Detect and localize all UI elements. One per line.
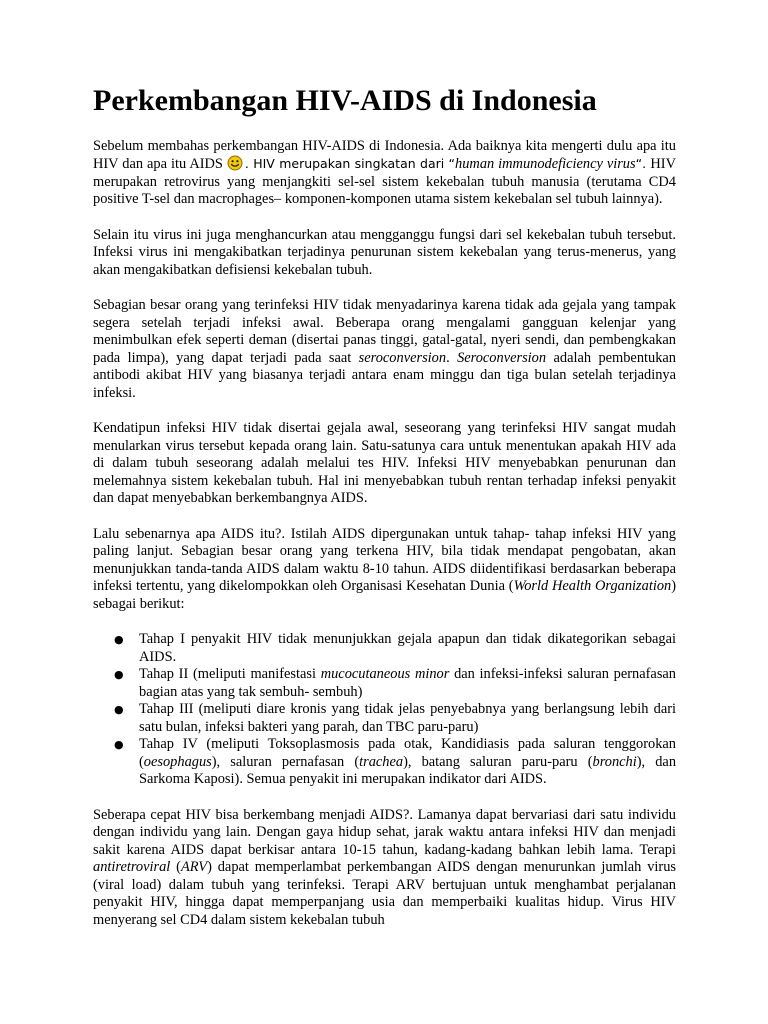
intro-text-3: “. — [635, 156, 651, 171]
stage-list — [93, 631, 676, 789]
smiley-emoticon-icon — [227, 155, 243, 171]
stage-3-text: Tahap III (meliputi diare kronis yang tidak jelas penyebabnya yang berlangsung lebih dari satu bulan, infeksi bakteri yang parah, dan TBC paru-paru) — [139, 701, 676, 735]
bullet-icon: ● — [114, 633, 124, 646]
paragraph-aids-definition — [93, 526, 676, 614]
stage-4-term-3: bronchi — [592, 753, 637, 770]
definition-text-1: Lalu sebenarnya apa AIDS itu?. Istilah AIDS dipergunakan untuk tahap- tahap infeksi HIV yang paling lanjut. Sebagian besar orang yang terkena HIV, bila tidak mendapat pengobatan, akan menunjukkan tanda-tanda AIDS dalam waktu 8-10 tahun. AIDS diidentifikasi berdasarkan beberapa infeksi tertentu, yang dikelompokkan oleh Organisasi Kesehatan Dunia ( — [93, 525, 676, 594]
symptoms-text-3: adalah pembentukan antibodi akibat HIV yang biasanya terjadi antara enam minggu dan tiga bulan setelah terjadinya infeksi. — [93, 349, 676, 401]
symptoms-term-1: seroconversion — [358, 349, 447, 366]
paragraph-intro — [93, 138, 676, 209]
stage-4-term-1: oesophagus — [143, 753, 212, 770]
paragraph-symptoms — [93, 297, 676, 402]
intro-text-4: HIV merupakan retrovirus yang menjangkiti sel-sel sistem kekebalan tubuh manusia (terutama CD4 positive T-sel dan macrophages– komponen-komponen utama sistem kekebalan sel tubuh lainnya). — [93, 156, 676, 207]
progression-text-1: Seberapa cepat HIV bisa berkembang menjadi AIDS?. Lamanya dapat bervariasi dari satu individu dengan individu yang lain. Dengan gaya hidup sehat, jarak waktu antara infeksi HIV dan menjadi sakit karena AIDS dapat berkisar antara 10-15 tahun, kadang-kadang bahkan lebih lama. Terapi — [93, 806, 676, 858]
intro-text-1: Sebelum membahas perkembangan HIV-AIDS di Indonesia. Ada baiknya kita mengerti dulu apa itu HIV dan apa itu AIDS — [93, 137, 676, 172]
paragraph-transmission: Kendatipun infeksi HIV tidak disertai gejala awal, seseorang yang terinfeksi HIV sangat mudah menularkan virus tersebut kepada orang lain. Satu-satunya cara untuk menentukan apakah HIV ada di dalam tubuh seseorang adalah melalui tes HIV. Infeksi HIV menyebabkan penurunan dan melemahnya sistem kekebalan tubuh. Hal ini menyebabkan tubuh rentan terhadap infeksi penyakit dan dapat menyebabkan berkembangnya AIDS. — [93, 420, 676, 506]
stage-item-2 — [114, 666, 676, 701]
paragraph-progression — [93, 807, 676, 930]
progression-text-3: ) dapat memperlambat perkembangan AIDS dengan menurunkan jumlah virus (viral load) dalam tubuh yang terinfeksi. Terapi ARV bertujuan untuk menghambat perjalanan penyakit HIV, hingga dapat memperpanjang usia dan memperbaiki kualitas hidup. Virus HIV menyerang sel CD4 dalam sistem kekebalan tubuh — [93, 859, 677, 928]
bullet-icon: ● — [114, 738, 124, 751]
stage-2-text-2: dan infeksi-infeksi saluran pernafasan bagian atas yang tak sembuh- sembuh) — [139, 666, 676, 700]
stage-4-text-4: ), dan Sarkoma Kaposi). Semua penyakit ini merupakan indikator dari AIDS. — [139, 753, 677, 787]
intro-text-2: . HIV merupakan singkatan dari “ — [244, 156, 456, 171]
paragraph-immune-damage: Selain itu virus ini juga menghancurkan atau mengganggu fungsi dari sel kekebalan tubuh tersebut. Infeksi virus ini mengakibatkan terjadinya penurunan sistem kekebalan yang terus-menerus, yang akan mengakibatkan defisiensi kekebalan tubuh. — [93, 226, 676, 278]
definition-text-2: ) sebagai berikut: — [93, 578, 677, 612]
stage-item-4 — [114, 736, 677, 789]
stage-4-term-2: trachea — [359, 753, 404, 770]
intro-term-hiv: human immunodeficiency virus — [455, 156, 636, 172]
stage-item-1 — [114, 631, 676, 666]
stage-2-text-1: Tahap II (meliputi manifestasi — [139, 666, 321, 682]
symptoms-text-1: Sebagian besar orang yang terinfeksi HIV tidak menyadarinya karena tidak ada gejala yang tampak segera setelah terjadi infeksi awal. Beberapa orang mengalami gangguan kelenjar yang menimbulkan efek seperti deman (disertai panas tinggi, gatal-gatal, nyeri sendi, dan pembengkakan pada limpa), yang dapat terjadi pada saat — [93, 297, 676, 366]
bullet-icon: ● — [114, 668, 124, 681]
stage-4-text-1: Tahap IV (meliputi Toksoplasmosis pada otak, Kandidiasis pada saluran tenggorokan ( — [139, 736, 676, 770]
progression-term-2: ARV — [180, 859, 208, 875]
page-title: Perkembangan HIV-AIDS di Indonesia — [93, 84, 597, 117]
definition-term-who: World Health Organization — [513, 578, 672, 594]
stage-4-text-3: ), batang saluran paru-paru ( — [403, 753, 593, 770]
stage-2-term: mucocutaneous minor — [320, 666, 450, 682]
bullet-icon: ● — [114, 703, 124, 716]
progression-term-1: antiretroviral — [93, 859, 171, 875]
progression-text-2: ( — [170, 859, 181, 875]
symptoms-text-2: . — [446, 349, 458, 366]
stage-1-text: Tahap I penyakit HIV tidak menunjukkan gejala apapun dan tidak dikategorikan sebagai AIDS. — [139, 631, 676, 665]
symptoms-term-2: Seroconversion — [457, 349, 547, 366]
stage-item-3 — [114, 701, 676, 736]
stage-4-text-2: ), saluran pernafasan ( — [211, 753, 360, 770]
